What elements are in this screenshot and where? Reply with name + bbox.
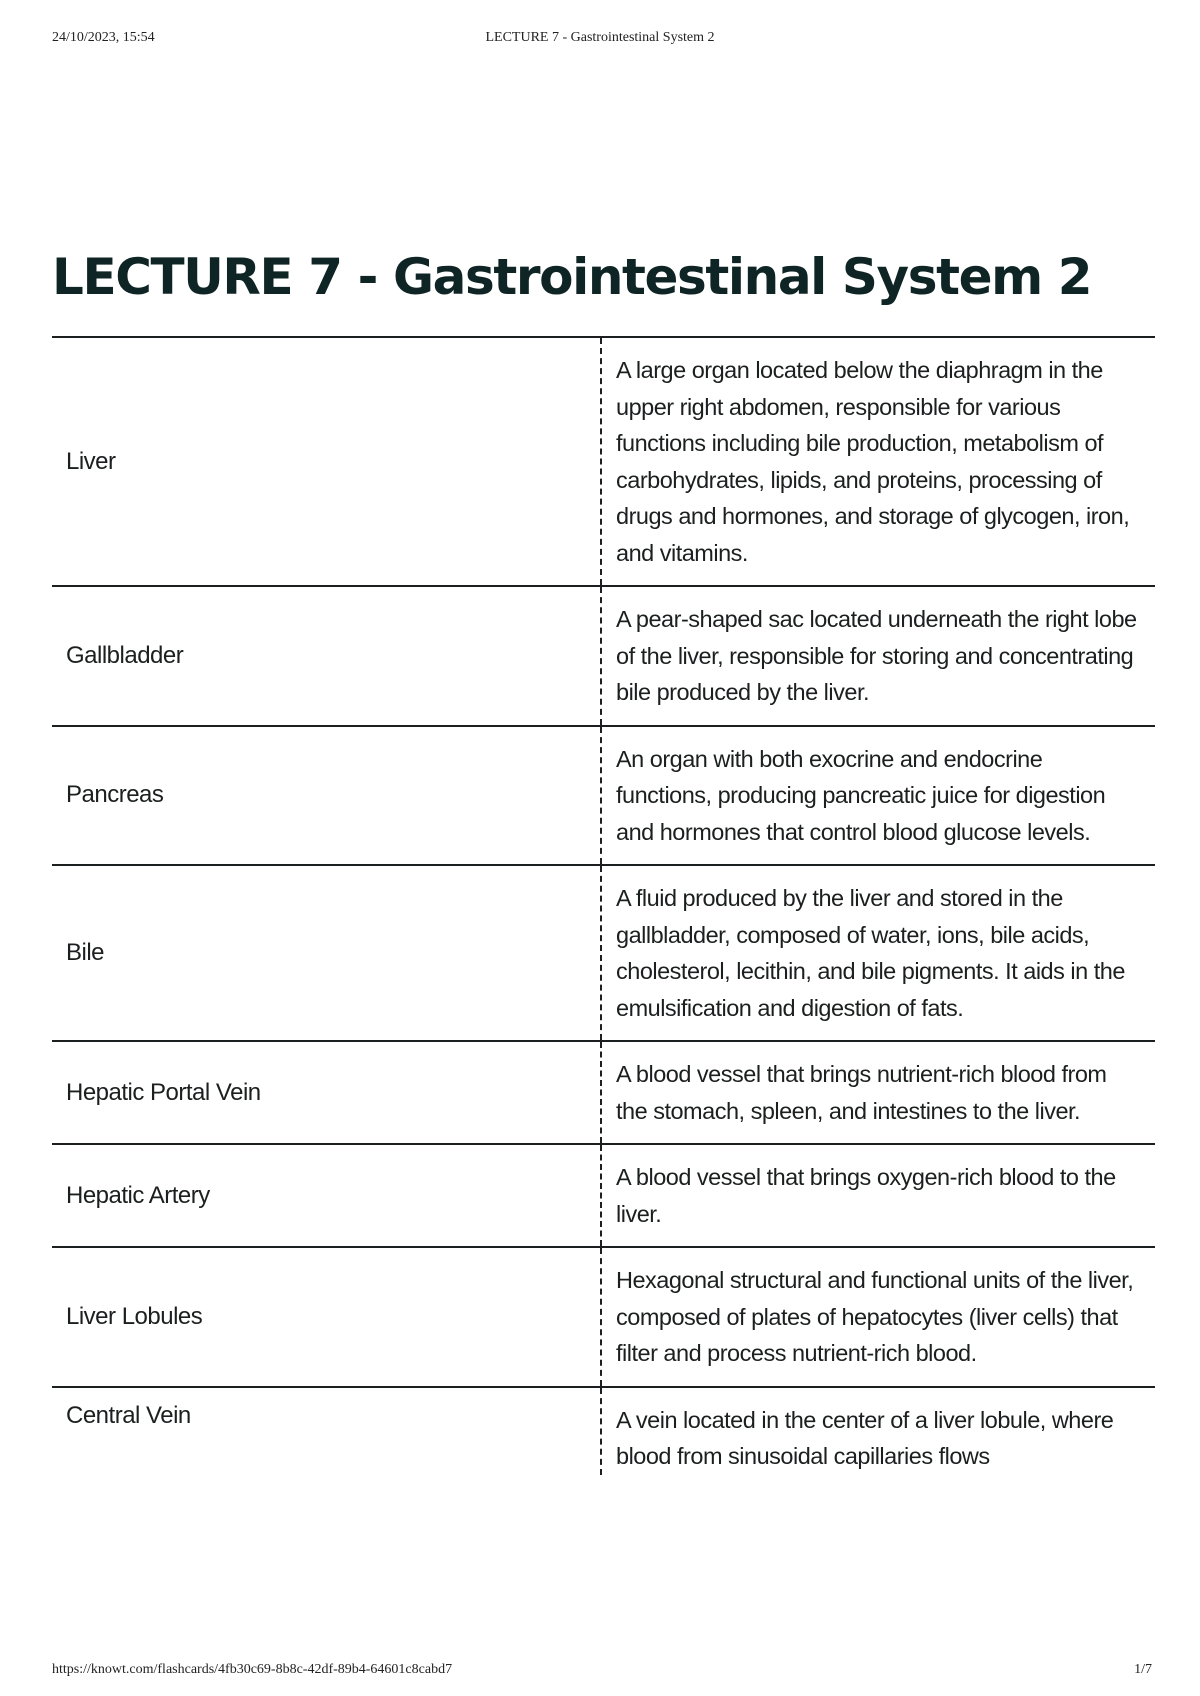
flashcard-term: Hepatic Artery <box>52 1145 602 1246</box>
flashcard-term: Liver <box>52 338 602 585</box>
flashcard-definition: Hexagonal structural and functional units of the liver, composed of plates of hepatocytes (liver cells) that filter and process nutrient-rich blood. <box>616 1267 1134 1366</box>
page-number: 1/7 <box>1134 1662 1152 1677</box>
flashcard-row <box>52 587 1155 727</box>
page-url: https://knowt.com/flashcards/4fb30c69-8b8c-42df-89b4-64601c8cabd7 <box>52 1662 453 1677</box>
flashcard-row <box>52 1042 1155 1145</box>
flashcard-definition: An organ with both exocrine and endocrine functions, producing pancreatic juice for digestion and hormones that control blood glucose levels. <box>616 745 1106 845</box>
flashcard-definition: A pear-shaped sac located underneath the right lobe of the liver, responsible for storing and concentrating bile produced by the liver. <box>616 606 1137 705</box>
flashcard-row <box>52 727 1155 867</box>
flashcard-term: Bile <box>52 866 602 1040</box>
flashcard-definition: A blood vessel that brings nutrient-rich blood from the stomach, spleen, and intestines to the liver. <box>616 1061 1107 1124</box>
flashcard-row <box>52 1388 1155 1475</box>
flashcard-term: Central Vein <box>52 1388 602 1475</box>
flashcard-row <box>52 1145 1155 1248</box>
print-page-title: LECTURE 7 - Gastrointestinal System 2 <box>485 30 715 45</box>
flashcard-row <box>52 1248 1155 1388</box>
flashcard-term: Gallbladder <box>52 587 602 725</box>
print-header <box>52 30 1148 50</box>
print-datetime: 24/10/2023, 15:54 <box>52 30 155 45</box>
flashcard-row <box>52 338 1155 587</box>
flashcard-term: Liver Lobules <box>52 1248 602 1386</box>
flashcard-term: Pancreas <box>52 727 602 865</box>
print-footer <box>52 1662 1152 1682</box>
flashcard-definition: A blood vessel that brings oxygen-rich blood to the liver. <box>616 1164 1116 1227</box>
flashcard-term: Hepatic Portal Vein <box>52 1042 602 1143</box>
document-title: LECTURE 7 - Gastrointestinal System 2 <box>52 248 1092 306</box>
flashcard-definition: A vein located in the center of a liver lobule, where blood from sinusoidal capillaries flows <box>616 1406 1114 1469</box>
flashcard-table <box>52 336 1155 1475</box>
flashcard-definition: A fluid produced by the liver and stored in the gallbladder, composed of water, ions, bile acids, cholesterol, lecithin, and bile pigments. It aids in the emulsification and digestion of fats. <box>616 885 1125 1021</box>
flashcard-definition: A large organ located below the diaphragm in the upper right abdomen, responsible for various functions including bile production, metabolism of carbohydrates, lipids, and proteins, processing of drugs and hormones, and storage of glycogen, iron, and vitamins. <box>616 357 1130 566</box>
flashcard-row <box>52 866 1155 1042</box>
